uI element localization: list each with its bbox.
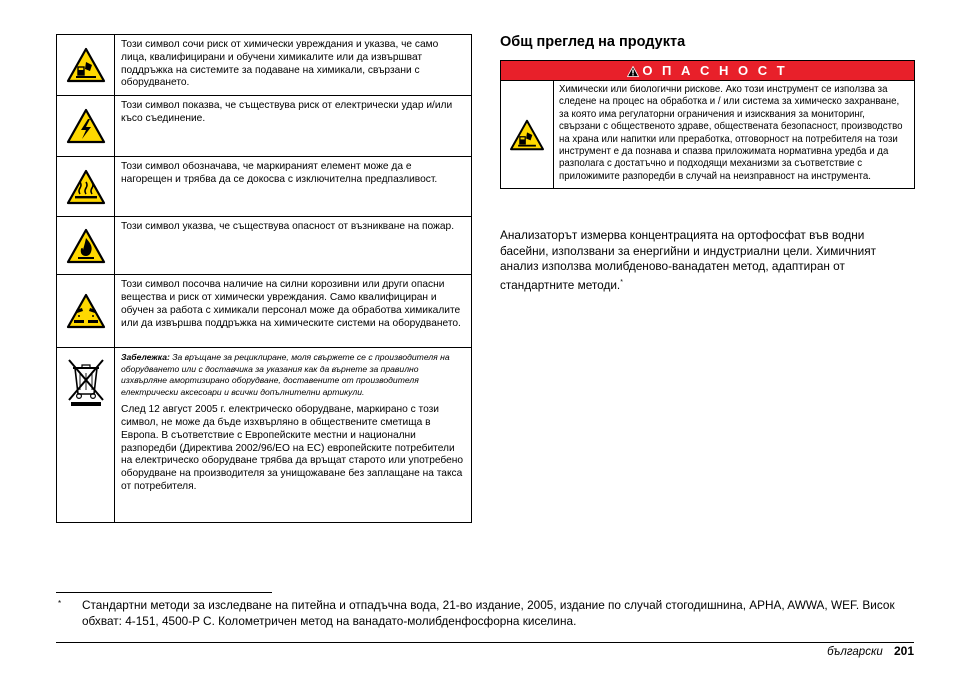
footnote-mark: *: [58, 599, 62, 608]
intro-paragraph: [500, 228, 914, 293]
weee-description: [115, 348, 472, 523]
symbol-description: Този символ указва, че съществува опасност от възникване на пожар.: [115, 217, 472, 275]
symbol-row-chemical: [57, 35, 472, 96]
hazard-symbols-table: [56, 34, 472, 523]
symbol-row-fire: [57, 217, 472, 275]
page-footer: [827, 644, 914, 658]
page-number: 201: [893, 644, 914, 658]
danger-body: [501, 80, 914, 188]
symbol-row-hot-surface: [57, 157, 472, 217]
footnote-text: Стандартни методи за изследване на питейна и отпадъчна вода, 21-во издание, 2005, издание по случай стогодишнина, APHA, AWWA, WEF. Висок обхват: 4-151, 4500-P C. Колометричен метод на ванадато-молибденфосфорна киселина.: [82, 598, 895, 628]
hot-surface-icon: [57, 157, 115, 217]
symbol-description: Този символ сочи риск от химически увреждания и указва, че само лица, квалифицирани и обучени химикалите или да извършват поддръжка на системите за подаване на химикали, свързани с оборудването.: [115, 35, 472, 96]
note-label: Забележка:: [121, 352, 170, 363]
weee-text: След 12 август 2005 г. електрическо оборудване, маркирано с този символ, не може да бъде изхвърляно в обществените сметища в Европа. В съответствие с Европейските местни и национални разпоредби (Директива 2002/96/EO на ЕС) европейските потребители на електрическо оборудване трябва да връщат старото или употребено оборудване на производителя за унищожаване без заплащане на такса от потребителя.: [121, 404, 464, 492]
symbol-description: Този символ показва, че съществува риск от електрически удар и/или късо съединение.: [115, 96, 472, 157]
footnote: [58, 598, 916, 629]
electrical-hazard-icon: [57, 96, 115, 157]
symbol-description: Този символ посочва наличие на силни корозивни или други опасни вещества и риск от химически увреждания. Само квалифициран и обучен за работа с химикали персонал може да обработва химикалите или да извършва поддръжка на химическите системи на оборудването.: [115, 275, 472, 348]
footnote-reference: *: [620, 278, 623, 286]
chemical-hazard-icon: [57, 35, 115, 96]
section-title: Общ преглед на продукта: [500, 34, 686, 50]
danger-header: [501, 61, 914, 80]
intro-text: Анализаторът измерва концентрацията на ортофосфат във водни басейни, използвани за енергийни и индустриални цели. Химичният анализ използва молибденово-ванадатен метод, адаптиран от стандартните методи.: [500, 228, 877, 292]
note-text: За връщане за рециклиране, моля свържете се с производителя на оборудването или с доставчика за указания как да върнете за правилно изхвърляне амортизирано оборудване, доставените от производителя електрически аксесоари и всички допълнителни артикули.: [121, 352, 450, 397]
symbol-row-weee: [57, 348, 472, 523]
danger-label: О П А С Н О С Т: [642, 63, 788, 78]
corrosive-icon: [57, 275, 115, 348]
footer-language: български: [827, 646, 883, 658]
fire-hazard-icon: [57, 217, 115, 275]
footnote-divider: [56, 592, 272, 593]
weee-crossed-bin-icon: [57, 348, 115, 523]
footer-divider: [56, 642, 914, 643]
chemical-hazard-icon: [501, 81, 554, 188]
danger-box: [500, 60, 915, 189]
weee-note: [121, 352, 465, 398]
danger-text: Химически или биологични рискове. Ако този инструмент се използва за следене на процес на обработка и / или система за химическо захранване, за която има регулаторни ограничения и изисквания за мониторинг, свързани с общественото здраве, обществената безопасност, производство на храна или напитки или преработка, отговорност на потребителя на този инструмент е да познава и спазва приложимата нормативна уредба и да разполага с достатъчно и подходящи механизми за съответствие с приложимите разпоредби в случай на неизправност на инструмента.: [559, 84, 903, 182]
symbol-row-electrical: [57, 96, 472, 157]
symbol-description: Този символ обозначава, че маркираният елемент може да е нагорещен и трябва да се докосва с изключителна предпазливост.: [115, 157, 472, 217]
warning-icon: [627, 66, 639, 77]
symbol-row-corrosive: [57, 275, 472, 348]
